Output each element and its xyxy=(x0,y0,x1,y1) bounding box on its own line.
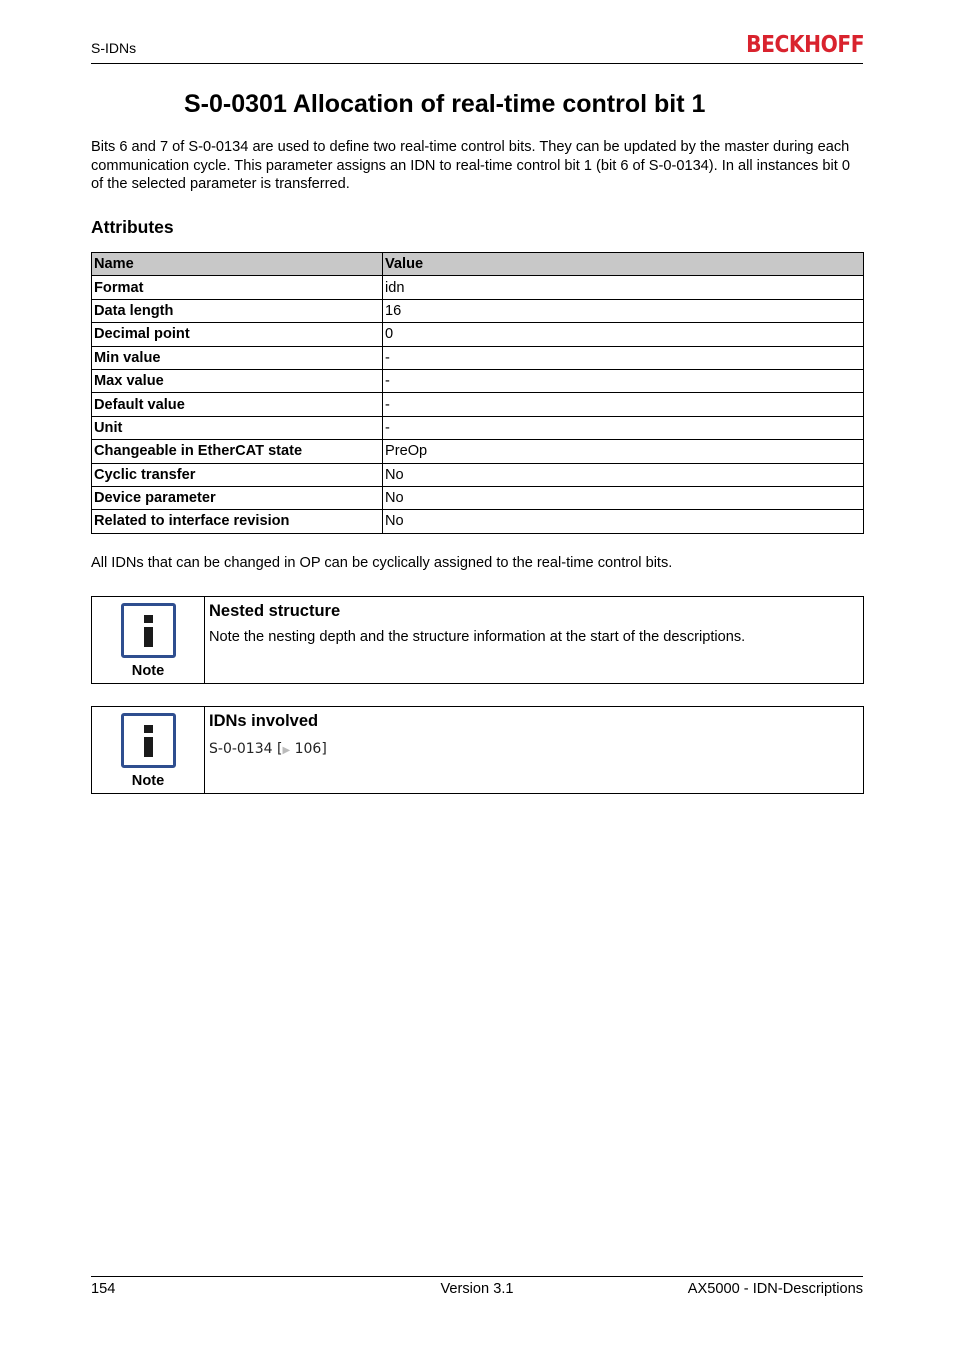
note-text: Note the nesting depth and the structure information at the start of the descriptions. xyxy=(209,629,746,645)
attribute-name: Decimal point xyxy=(92,323,383,346)
idn-link-text[interactable]: S-0-0134 [ xyxy=(209,741,283,757)
outro-paragraph: All IDNs that can be changed in OP can be cyclically assigned to the real-time control bits. xyxy=(91,555,673,571)
column-header-name: Name xyxy=(92,253,383,276)
attribute-name: Related to interface revision xyxy=(92,510,383,533)
note-icon-column xyxy=(92,707,205,793)
table-row xyxy=(92,486,864,509)
attribute-name: Format xyxy=(92,276,383,299)
note-label: Note xyxy=(131,663,165,679)
footer-page-number: 154 xyxy=(91,1281,116,1297)
header-section-label: S-IDNs xyxy=(91,40,137,56)
attribute-name: Data length xyxy=(92,299,383,322)
attribute-value: 0 xyxy=(383,323,864,346)
attribute-value: No xyxy=(383,486,864,509)
column-header-value: Value xyxy=(383,253,864,276)
attribute-value: No xyxy=(383,510,864,533)
beckhoff-logo: BECKHOFF xyxy=(745,32,864,58)
footer-document-title: AX5000 - IDN-Descriptions xyxy=(687,1281,863,1297)
table-row xyxy=(92,416,864,439)
attribute-name: Changeable in EtherCAT state xyxy=(92,440,383,463)
table-row xyxy=(92,510,864,533)
attribute-value: - xyxy=(383,369,864,392)
attribute-name: Device parameter xyxy=(92,486,383,509)
table-header-row xyxy=(92,253,864,276)
table-row xyxy=(92,463,864,486)
table-row xyxy=(92,393,864,416)
attribute-name: Cyclic transfer xyxy=(92,463,383,486)
info-icon xyxy=(121,603,176,658)
note-box-idns-involved xyxy=(91,706,864,794)
attribute-value: - xyxy=(383,416,864,439)
table-row xyxy=(92,440,864,463)
footer-version: Version 3.1 xyxy=(440,1281,514,1297)
note-box-nested-structure xyxy=(91,596,864,684)
attribute-value: idn xyxy=(383,276,864,299)
attributes-table xyxy=(91,252,864,534)
attribute-value: 16 xyxy=(383,299,864,322)
table-row xyxy=(92,369,864,392)
info-icon xyxy=(121,713,176,768)
chevron-right-icon: ▶ xyxy=(282,745,291,756)
attribute-name: Min value xyxy=(92,346,383,369)
intro-paragraph: Bits 6 and 7 of S-0-0134 are used to define two real-time control bits. They can be updated by the master during each communication cycle. This parameter assigns an IDN to real-time control bit 1 (bit 6 of S-0-0134). In all instances bit 0 of the selected parameter is transferred. xyxy=(91,139,850,192)
footer-divider xyxy=(91,1276,863,1277)
page-title: S-0-0301 Allocation of real-time control bit 1 xyxy=(184,90,706,118)
table-row xyxy=(92,323,864,346)
note-label: Note xyxy=(131,773,165,789)
attribute-value: PreOp xyxy=(383,440,864,463)
idn-link-page[interactable]: 106] xyxy=(294,741,327,757)
attribute-name: Max value xyxy=(92,369,383,392)
attribute-name: Unit xyxy=(92,416,383,439)
table-row xyxy=(92,346,864,369)
attribute-value: - xyxy=(383,393,864,416)
attribute-name: Default value xyxy=(92,393,383,416)
note-title: Nested structure xyxy=(209,602,341,620)
attribute-value: No xyxy=(383,463,864,486)
idn-cross-reference-link[interactable] xyxy=(209,741,327,757)
attribute-value: - xyxy=(383,346,864,369)
note-icon-column xyxy=(92,597,205,683)
table-row xyxy=(92,299,864,322)
note-title: IDNs involved xyxy=(209,712,319,730)
attributes-heading: Attributes xyxy=(91,217,174,237)
table-row xyxy=(92,276,864,299)
header-divider xyxy=(91,63,863,64)
